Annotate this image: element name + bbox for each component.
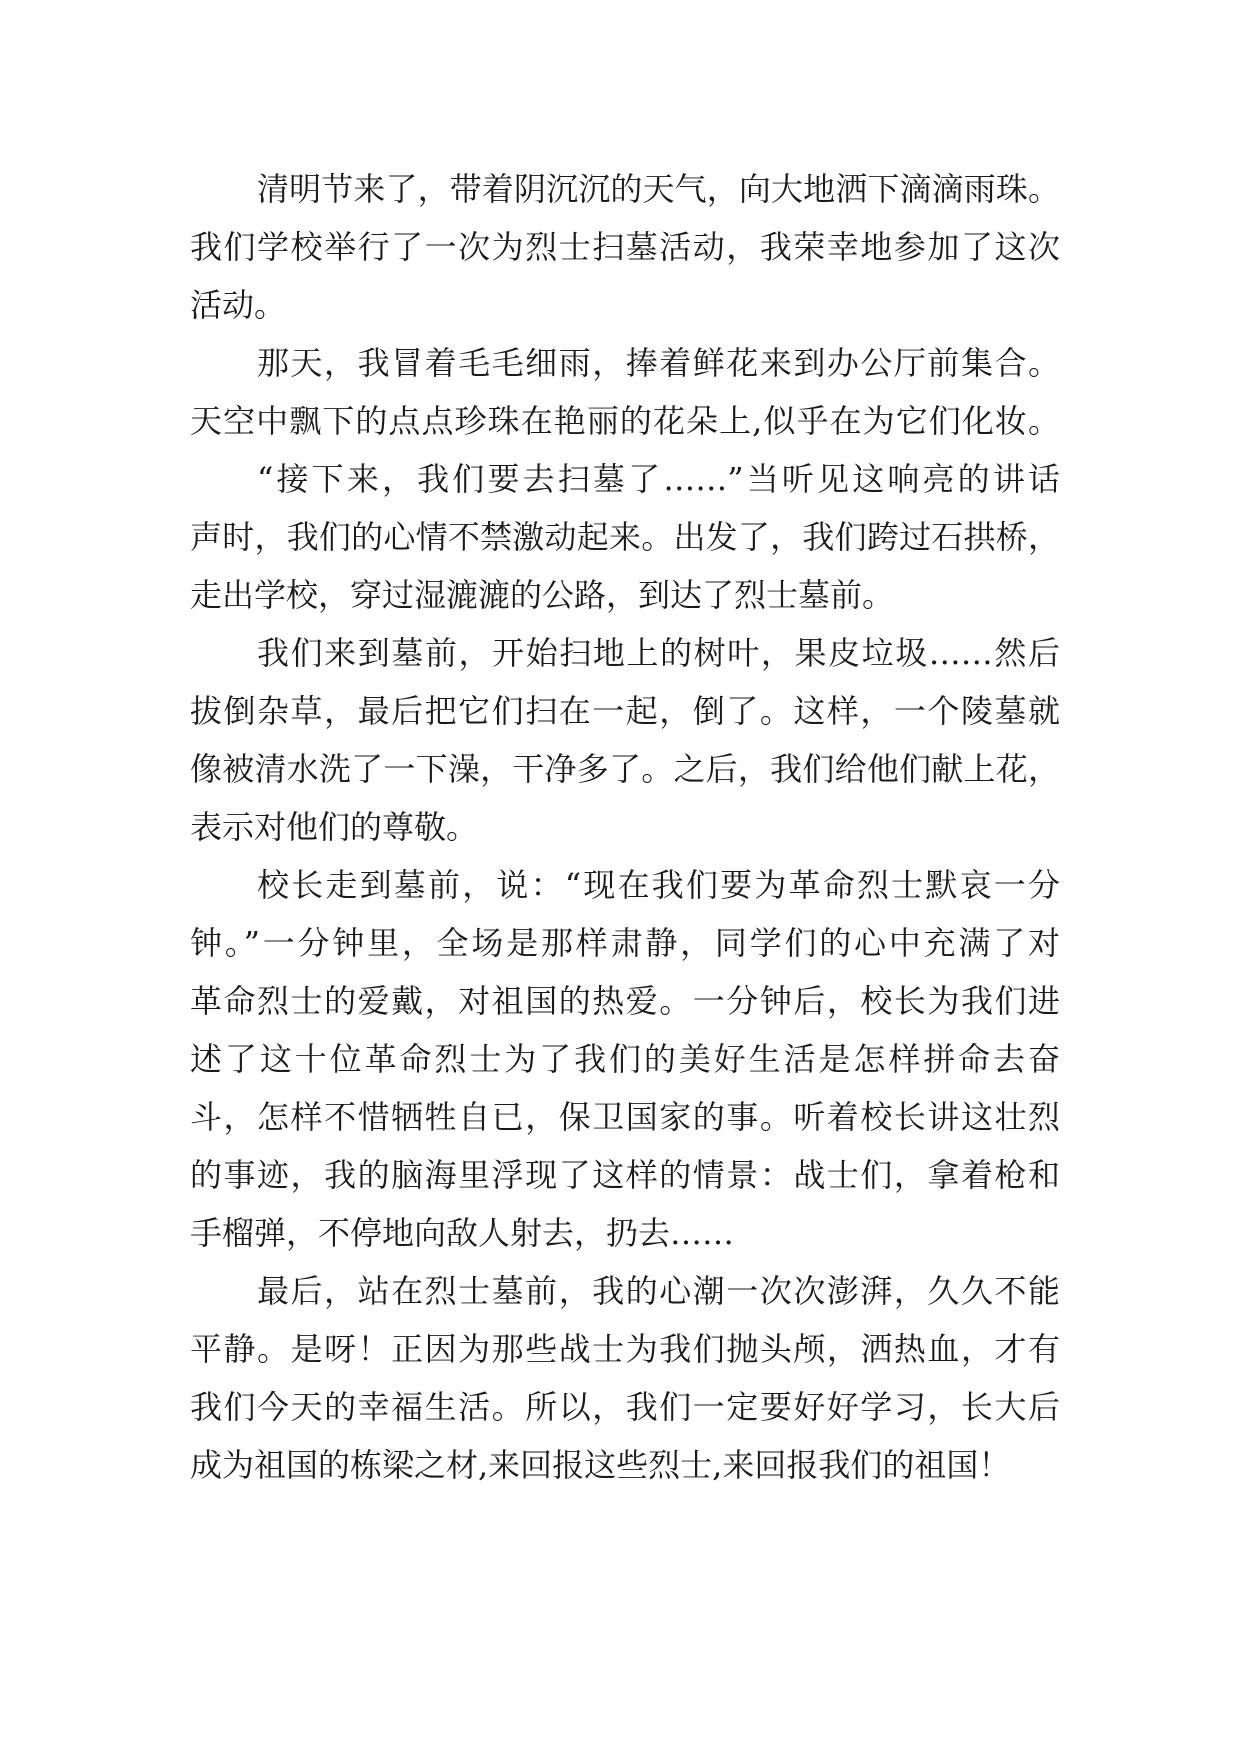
text-line: 平静。是呀！正因为那些战士为我们抛头颅，洒热血，才有: [190, 1330, 1060, 1368]
text-line: 斗，怎样不惜牺牲自已，保卫国家的事。听着校长讲这壮烈: [190, 1098, 1060, 1136]
text-line: “接下来，我们要去扫墓了……”当听见这响亮的讲话: [257, 460, 1060, 498]
paragraph-2: [190, 334, 1060, 450]
text-line: 手榴弹，不停地向敌人射去，扔去……: [190, 1214, 735, 1252]
text-line: 像被清水洗了一下澡，干净多了。之后，我们给他们献上花，: [190, 750, 1060, 788]
text-line: 述了这十位革命烈士为了我们的美好生活是怎样拼命去奋: [190, 1040, 1060, 1078]
paragraph-3: [190, 450, 1060, 624]
text-line: 我们来到墓前，开始扫地上的树叶，果皮垃圾……然后: [257, 634, 1060, 672]
paragraph-1: [190, 160, 1060, 334]
text-line: 天空中飘下的点点珍珠在艳丽的花朵上,似乎在为它们化妆。: [190, 402, 1060, 440]
text-line: 那天，我冒着毛毛细雨，捧着鲜花来到办公厅前集合。: [257, 344, 1060, 382]
text-line: 我们今天的幸福生活。所以，我们一定要好好学习，长大后: [190, 1388, 1060, 1426]
paragraph-4: [190, 624, 1060, 856]
text-line: 声时，我们的心情不禁激动起来。出发了，我们跨过石拱桥，: [190, 518, 1060, 556]
text-line: 最后，站在烈士墓前，我的心潮一次次澎湃，久久不能: [257, 1272, 1060, 1310]
text-line: 革命烈士的爱戴，对祖国的热爱。一分钟后，校长为我们进: [190, 982, 1060, 1020]
text-line: 钟。”一分钟里，全场是那样肃静，同学们的心中充满了对: [190, 924, 1060, 962]
text-line: 的事迹，我的脑海里浮现了这样的情景：战士们，拿着枪和: [190, 1156, 1060, 1194]
text-line: 我们学校举行了一次为烈士扫墓活动，我荣幸地参加了这次: [190, 228, 1060, 266]
text-line: 表示对他们的尊敬。: [190, 808, 479, 846]
essay-body: [190, 160, 1060, 1494]
text-line: 活动。: [190, 286, 287, 324]
text-line: 清明节来了，带着阴沉沉的天气，向大地洒下滴滴雨珠。: [257, 170, 1060, 208]
text-line: 拔倒杂草，最后把它们扫在一起，倒了。这样，一个陵墓就: [190, 692, 1060, 730]
text-line: 走出学校，穿过湿漉漉的公路，到达了烈士墓前。: [190, 576, 895, 614]
paragraph-5: [190, 856, 1060, 1262]
text-line: 成为祖国的栋梁之材,来回报这些烈士,来回报我们的祖国！: [190, 1446, 1011, 1484]
text-line: 校长走到墓前，说：“现在我们要为革命烈士默哀一分: [257, 866, 1060, 904]
paragraph-6: [190, 1262, 1060, 1494]
